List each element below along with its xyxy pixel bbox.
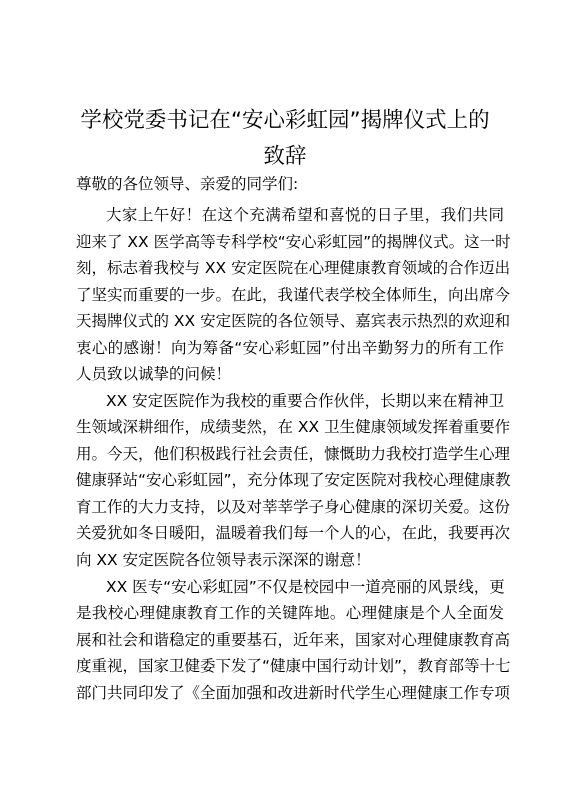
paragraph-1-line: 了坚实而重要的一步。在此，我谨代表学校全体师生，向出席今: [76, 286, 511, 304]
paragraph-3-line: XX 医专“安心彩虹园”不仅是校园中一道亮丽的风景线，更: [106, 578, 505, 596]
document-title-line-2: 致辞: [263, 144, 307, 169]
paragraph-2-line: 生领域深耕细作，成绩斐然，在 XX 卫生健康领域发挥着重要作: [76, 418, 511, 436]
paragraph-3-line: 展和社会和谐稳定的重要基石，近年来，国家对心理健康教育高: [76, 631, 511, 649]
paragraph-3-line: 部门共同印发了《全面加强和改进新时代学生心理健康工作专项: [76, 684, 511, 702]
paragraph-2-line: 健康驿站“安心彩虹园”，充分体现了安定医院对我校心理健康教: [76, 471, 511, 489]
salutation: 尊敬的各位领导、亲爱的同学们:: [76, 175, 299, 193]
paragraph-2-line: XX 安定医院作为我校的重要合作伙伴，长期以来在精神卫: [106, 392, 505, 410]
document-title-line-1: 学校党委书记在“安心彩虹园”揭牌仪式上的: [80, 108, 490, 133]
paragraph-1-line: 大家上午好！在这个充满希望和喜悦的日子里，我们共同: [106, 206, 504, 224]
paragraph-1-line: 天揭牌仪式的 XX 安定医院的各位领导、嘉宾表示热烈的欢迎和: [76, 312, 511, 330]
paragraph-2-line: 关爱犹如冬日暖阳，温暖着我们每一个人的心，在此，我要再次: [76, 524, 511, 542]
paragraph-1-line: 迎来了 XX 医学高等专科学校“安心彩虹园”的揭牌仪式。这一时: [76, 233, 511, 251]
paragraph-1-line: 刻，标志着我校与 XX 安定医院在心理健康教育领域的合作迈出: [76, 259, 511, 277]
paragraph-3-line: 是我校心理健康教育工作的关键阵地。心理健康是个人全面发: [76, 604, 504, 622]
paragraph-1-line: 人员致以诚挚的问候！: [76, 365, 232, 383]
paragraph-2-line: 用。今天，他们积极践行社会责任，慷慨助力我校打造学生心理: [76, 445, 511, 463]
paragraph-1-line: 衷心的感谢！向为筹备“安心彩虹园”付出辛勤努力的所有工作: [76, 339, 504, 357]
paragraph-2-line: 育工作的大力支持，以及对莘莘学子身心健康的深切关爱。这份: [76, 498, 511, 516]
paragraph-3-line: 度重视，国家卫健委下发了“健康中国行动计划”，教育部等十七: [76, 657, 511, 675]
paragraph-2-line: 向 XX 安定医院各位领导表示深深的谢意！: [76, 551, 371, 569]
